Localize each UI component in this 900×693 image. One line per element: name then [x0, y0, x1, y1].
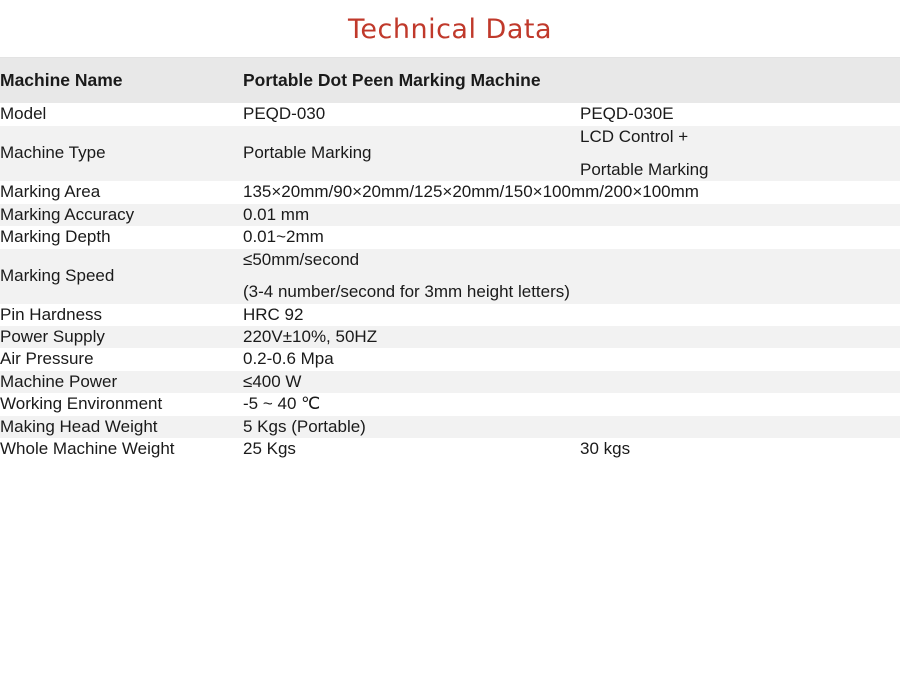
table-row: [0, 181, 900, 203]
row-label: Machine Type: [0, 126, 243, 182]
table-row: [0, 103, 900, 125]
table-row: [0, 249, 900, 304]
row-value-1: ≤400 W: [243, 371, 900, 393]
row-value-2-line2: Portable Marking: [580, 159, 709, 179]
row-label: Marking Depth: [0, 226, 243, 248]
row-value-1: 0.01 mm: [243, 204, 900, 226]
row-value-line2: (3-4 number/second for 3mm height letters): [243, 282, 570, 302]
row-label: Air Pressure: [0, 348, 243, 370]
technical-data-table: [0, 58, 900, 461]
row-value-1: Portable Marking: [243, 126, 580, 182]
table-row: [0, 304, 900, 326]
row-label: Marking Speed: [0, 249, 243, 304]
row-value-line1: ≤50mm/second: [243, 249, 360, 269]
row-value-1: [243, 249, 900, 304]
row-label: Machine Power: [0, 371, 243, 393]
row-value-1: PEQD-030: [243, 103, 580, 125]
row-value-2-line1: LCD Control +: [580, 126, 689, 146]
row-label: Marking Accuracy: [0, 204, 243, 226]
table-row: [0, 326, 900, 348]
row-value-1: 0.2-0.6 Mpa: [243, 348, 900, 370]
row-label: Marking Area: [0, 181, 243, 203]
row-value-1: 5 Kgs (Portable): [243, 416, 900, 438]
row-label: Pin Hardness: [0, 304, 243, 326]
row-value-2: [580, 126, 900, 182]
header-value: Portable Dot Peen Marking Machine: [243, 58, 900, 103]
row-value-1: 220V±10%, 50HZ: [243, 326, 900, 348]
table-row: [0, 226, 900, 248]
row-label: Whole Machine Weight: [0, 438, 243, 460]
row-label: Working Environment: [0, 393, 243, 415]
table-header-row: [0, 58, 900, 103]
table-row: [0, 438, 900, 460]
row-label: Making Head Weight: [0, 416, 243, 438]
row-value-1: HRC 92: [243, 304, 900, 326]
table-row: [0, 204, 900, 226]
row-label: Model: [0, 103, 243, 125]
header-label: Machine Name: [0, 58, 243, 103]
row-value-2: PEQD-030E: [580, 103, 900, 125]
table-row: [0, 416, 900, 438]
row-label: Power Supply: [0, 326, 243, 348]
row-value-1: -5 ~ 40 ℃: [243, 393, 900, 415]
page-title: Technical Data: [0, 0, 900, 58]
row-value-2: 30 kgs: [580, 438, 900, 460]
table-row: [0, 126, 900, 182]
table-row: [0, 348, 900, 370]
table-row: [0, 371, 900, 393]
table-row: [0, 393, 900, 415]
row-value-1: 0.01~2mm: [243, 226, 900, 248]
row-value-1: 25 Kgs: [243, 438, 580, 460]
row-value-1: 135×20mm/90×20mm/125×20mm/150×100mm/200×100mm: [243, 181, 900, 203]
